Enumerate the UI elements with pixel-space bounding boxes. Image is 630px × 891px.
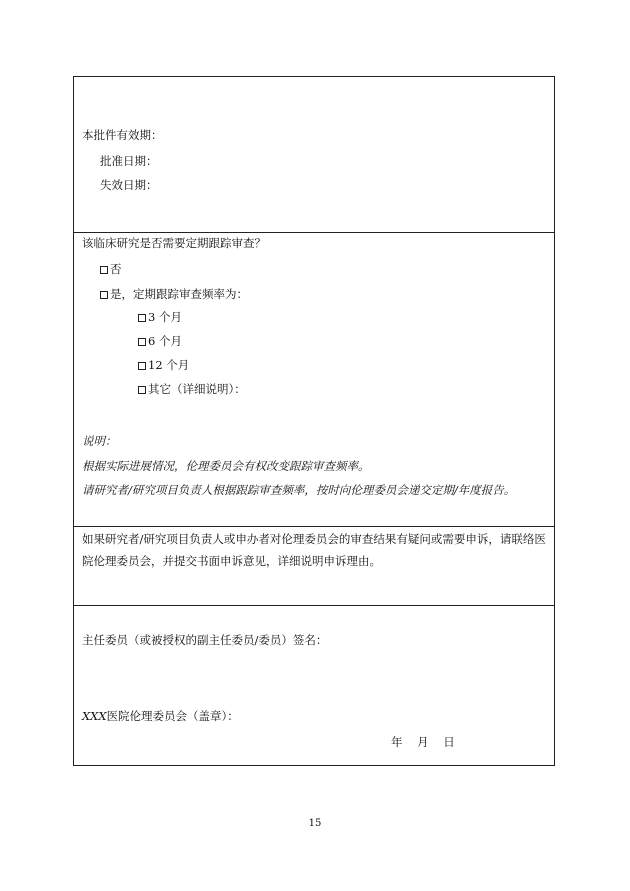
page-number: 15	[308, 818, 322, 829]
checkbox-no[interactable]	[100, 266, 108, 274]
appeal-text: 如果研究者/研究项目负责人或申办者对伦理委员会的审查结果有疑问或需要申诉，请联络医院伦理委员会，并提交书面申诉意见，详细说明申诉理由。	[82, 532, 546, 568]
freq-6-label: 6 个月	[148, 334, 182, 348]
option-yes-label: 是，定期跟踪审查频率为：	[110, 287, 248, 301]
committee-name-placeholder: XXX	[82, 709, 107, 723]
note-title: 说明：	[82, 434, 117, 448]
signature-section	[74, 606, 554, 766]
committee-seal-label	[82, 709, 239, 723]
validity-section	[74, 77, 554, 233]
checkbox-other[interactable]	[138, 386, 146, 394]
approval-form-table	[73, 76, 555, 766]
checkbox-6-months[interactable]	[138, 338, 146, 346]
validity-heading: 本批件有效期：	[82, 128, 163, 142]
committee-seal-text: 医院伦理委员会（盖章）：	[106, 709, 239, 723]
expiry-date-label: 失效日期：	[100, 178, 158, 192]
freq-12-months[interactable]	[138, 358, 189, 372]
option-no-label: 否	[110, 262, 122, 276]
note-line-2: 请研究者/研究项目负责人根据跟踪审查频率，按时向伦理委员会递交定期/年度报告。	[82, 483, 516, 497]
appeal-section	[74, 527, 554, 606]
freq-other-label: 其它（详细说明）：	[148, 382, 246, 396]
checkbox-12-months[interactable]	[138, 362, 146, 370]
chair-signature-label: 主任委员（或被授权的副主任委员/委员）签名：	[82, 633, 328, 647]
date-line: 年 月 日	[391, 735, 455, 749]
freq-3-months[interactable]	[138, 310, 182, 324]
option-no[interactable]	[100, 262, 122, 276]
checkbox-3-months[interactable]	[138, 314, 146, 322]
freq-other[interactable]	[138, 382, 246, 396]
option-yes[interactable]	[100, 287, 248, 301]
checkbox-yes[interactable]	[100, 291, 108, 299]
freq-3-label: 3 个月	[148, 310, 182, 324]
note-line-1: 根据实际进展情况，伦理委员会有权改变跟踪审查频率。	[82, 459, 370, 473]
freq-12-label: 12 个月	[148, 358, 190, 372]
followup-question: 该临床研究是否需要定期跟踪审查？	[82, 236, 266, 250]
approval-date-label: 批准日期：	[100, 154, 158, 168]
freq-6-months[interactable]	[138, 334, 182, 348]
followup-section	[74, 233, 554, 527]
